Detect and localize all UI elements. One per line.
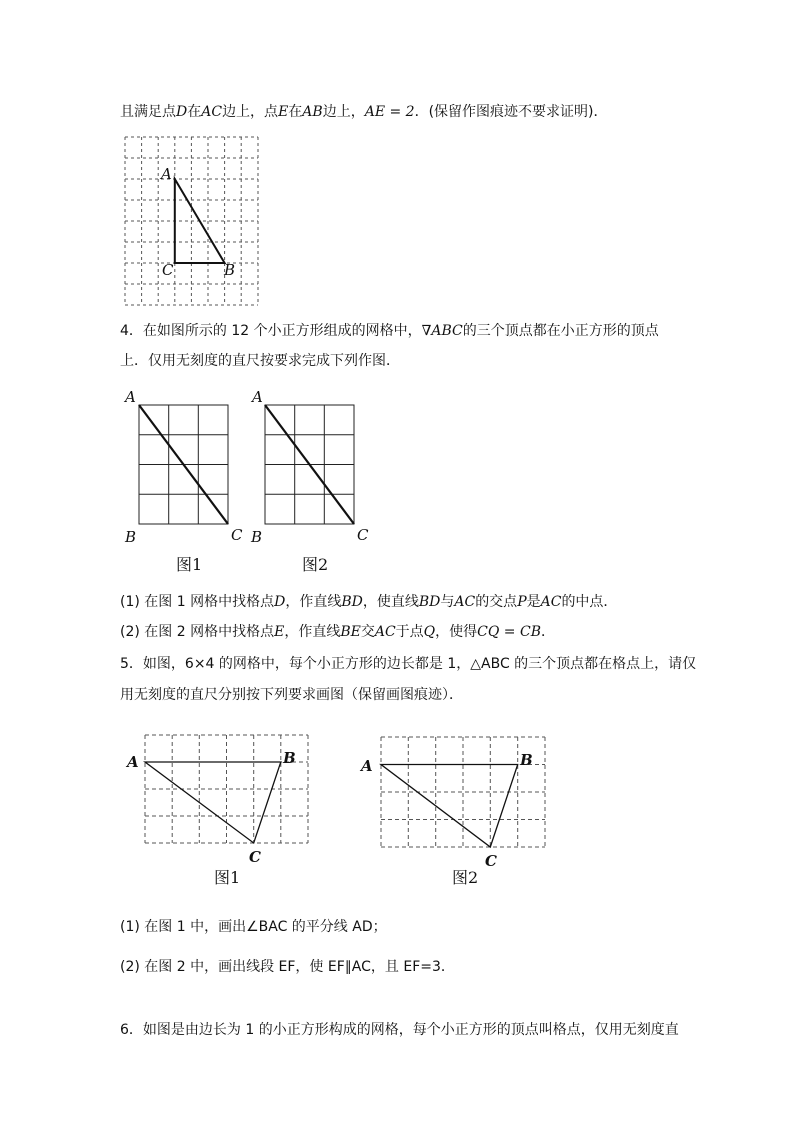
q5-fig1-label-B: B [283, 749, 296, 767]
q4-fig2-label-A: A [252, 388, 263, 406]
q5-part2: (2) 在图 2 中，画出线段 EF，使 EF∥AC，且 EF=3． [120, 959, 455, 975]
q4-fig2-label-C: C [357, 526, 369, 544]
q4-fig1-label-C: C [231, 526, 243, 544]
q5-fig2-caption: 图2 [452, 868, 479, 887]
q4-fig2-caption: 图2 [302, 555, 329, 574]
q5-figure-1 [120, 725, 320, 895]
q4-part2: (2) 在图 2 网格中找格点E，作直线BE交AC于点Q，使得CQ = CB． [120, 624, 555, 640]
q4-text-line1: 4．在如图所示的 12 个小正方形组成的网格中，∇ABC的三个顶点都在小正方形的顶点 [120, 323, 659, 339]
q3-label-C: C [162, 261, 174, 279]
q5-fig2-triangle [381, 765, 518, 848]
q5-fig1-label-A: A [127, 753, 139, 771]
q4-figure-1 [120, 385, 255, 575]
q5-text-line1: 5．如图，6×4 的网格中，每个小正方形的边长都是 1，△ABC 的三个顶点都在格点上，请仅 [120, 656, 697, 672]
q6-text-line1: 6．如图是由边长为 1 的小正方形构成的网格，每个小正方形的顶点叫格点，仅用无刻度直 [120, 1022, 679, 1038]
q5-fig2-label-A: A [361, 757, 373, 775]
q5-fig2-label-C: C [485, 852, 497, 870]
q5-figure-2 [355, 725, 555, 895]
q5-part1: (1) 在图 1 中，画出∠BAC 的平分线 AD； [120, 919, 387, 935]
q5-fig1-label-C: C [249, 848, 261, 866]
q4-fig1-caption: 图1 [176, 555, 203, 574]
q5-text-line2: 用无刻度的直尺分别按下列要求画图（保留画图痕迹）． [120, 687, 463, 703]
q4-fig1-label-A: A [125, 388, 136, 406]
q4-text-line2: 上．仅用无刻度的直尺按要求完成下列作图． [120, 353, 400, 369]
q3-label-A: A [161, 165, 172, 183]
q4-fig2-label-B: B [251, 528, 263, 546]
q5-fig1-caption: 图1 [214, 868, 241, 887]
q5-fig1-triangle [145, 762, 281, 843]
q4-fig1-label-B: B [125, 528, 137, 546]
q4-part1: (1) 在图 1 网格中找格点D，作直线BD，使直线BD与AC的交点P是AC的中点． [120, 594, 618, 610]
q3-label-B: B [224, 261, 236, 279]
q5-fig2-label-B: B [520, 751, 533, 769]
q3-text-line: 且满足点D在AC边上，点E在AB边上，AE = 2．(保留作图痕迹不要求证明)． [120, 104, 608, 120]
q4-figure-2 [246, 385, 381, 575]
q3-grid-figure [120, 130, 265, 310]
